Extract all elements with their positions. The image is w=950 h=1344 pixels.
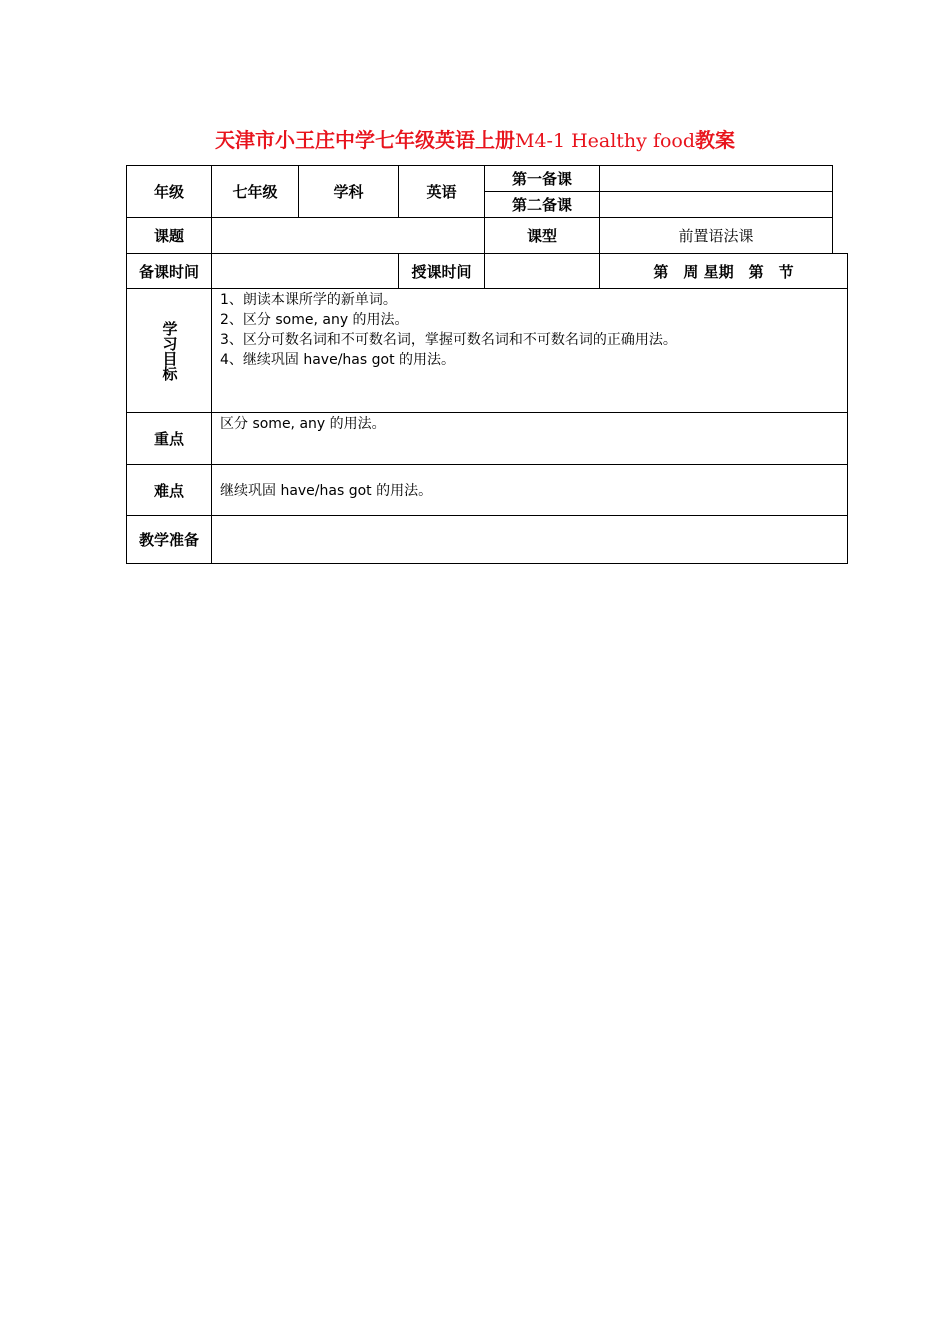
prep-time-value [211,253,399,289]
schedule-text: 第 周 星期 第 节 [599,253,848,289]
key-point-value: 区分 some, any 的用法。 [220,416,386,432]
objective-item: 1、朗读本课所学的新单词。 [220,292,397,308]
objective-item: 2、区分 some, any 的用法。 [220,312,409,328]
prep-time-label: 备课时间 [126,253,212,289]
subject-value: 英语 [398,165,485,218]
document-title [0,124,950,153]
title-english: M4-1 Healthy food [514,130,696,152]
teach-time-label: 授课时间 [398,253,485,289]
preparation-value [211,515,848,564]
title-chinese: 天津市小王庄中学七年级英语上册 [214,128,515,152]
objective-item: 4、继续巩固 have/has got 的用法。 [220,352,456,368]
subject-label: 学科 [298,165,399,218]
lesson-type-value: 前置语法课 [599,217,833,254]
second-prep-value [599,191,833,218]
grade-value: 七年级 [211,165,299,218]
teach-time-value [484,253,600,289]
objectives-label-cell [126,288,212,413]
objectives-list [220,290,840,370]
objectives-label: 学习目标 [160,320,179,381]
objective-item: 3、区分可数名词和不可数名词，掌握可数名词和不可数名词的正确用法。 [220,332,677,348]
first-prep-label: 第一备课 [484,165,600,192]
key-point-label: 重点 [126,412,212,465]
topic-value [211,217,485,254]
title-suffix: 教案 [695,128,736,152]
second-prep-label: 第二备课 [484,191,600,218]
difficulty-label: 难点 [126,464,212,516]
topic-label: 课题 [126,217,212,254]
preparation-label: 教学准备 [126,515,212,564]
lesson-type-label: 课型 [484,217,600,254]
difficulty-value: 继续巩固 have/has got 的用法。 [220,483,433,499]
first-prep-value [599,165,833,192]
grade-label: 年级 [126,165,212,218]
